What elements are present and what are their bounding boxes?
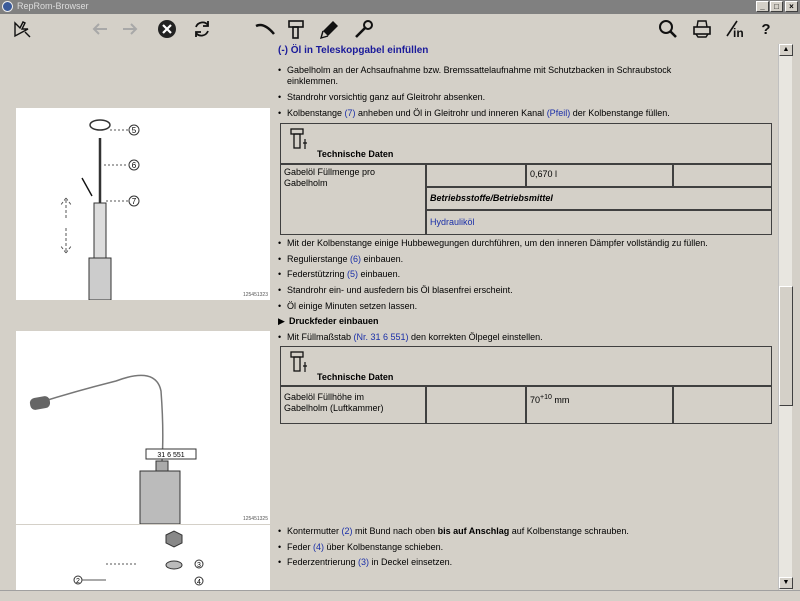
back-arrow-icon[interactable] xyxy=(88,17,112,41)
tool-number-label: 31 6 551 xyxy=(157,452,185,459)
technical-data-table xyxy=(280,346,772,424)
technical-data-table xyxy=(280,123,772,235)
list-item: • Standrohr ein- und ausfedern bis Öl blasenfrei erscheint. xyxy=(278,285,513,296)
list-item: • Mit Füllmaßstab (Nr. 31 6 551) den korrekten Ölpegel einstellen. xyxy=(278,332,543,343)
ref-link-arrow[interactable]: (Pfeil) xyxy=(546,108,571,118)
callout-4: 4 xyxy=(197,579,201,586)
callout-3: 3 xyxy=(197,562,201,569)
info-in-icon[interactable] xyxy=(722,17,746,41)
vertical-scrollbar[interactable] xyxy=(778,44,792,590)
list-item: • Mit der Kolbenstange einige Hubbewegungen durchführen, um den inneren Dämpfer vollständig zu füllen. xyxy=(278,238,708,249)
refresh-icon[interactable] xyxy=(190,17,214,41)
table-cell-value: 0,670 l xyxy=(526,164,673,187)
bmw-logo-icon xyxy=(2,1,13,12)
ref-link-5[interactable]: (5) xyxy=(347,269,359,279)
technical-data-icon xyxy=(289,350,311,376)
ref-link-7[interactable]: (7) xyxy=(344,108,356,118)
list-item: • Standrohr vorsichtig ganz auf Gleitrohr absenken. xyxy=(278,92,485,103)
figure-pane xyxy=(0,44,278,590)
table-cell-value: $70^{+10}$ mm xyxy=(526,386,673,424)
ref-link-2[interactable]: (2) xyxy=(341,526,353,536)
table-cell-empty xyxy=(673,386,772,424)
sub-heading: ▶ Druckfeder einbauen xyxy=(278,316,379,326)
gauge-tool-icon[interactable] xyxy=(284,17,308,41)
list-item-continuation: einklemmen. xyxy=(287,76,339,86)
figure-code: 125451323 xyxy=(242,292,268,298)
list-item: • Öl einige Minuten setzen lassen. xyxy=(278,301,417,312)
callout-2: 2 xyxy=(76,578,80,585)
scroll-up-button[interactable]: ▲ xyxy=(779,44,793,56)
wrench-curved-icon[interactable] xyxy=(253,17,277,41)
technical-data-title: Technische Daten xyxy=(317,149,394,159)
callout-6: 6 xyxy=(131,161,137,170)
window-title: RepRom-Browser xyxy=(17,1,89,11)
technical-data-icon xyxy=(289,127,311,153)
callout-7: 7 xyxy=(131,197,137,206)
title-bar xyxy=(0,0,800,14)
ref-link-4[interactable]: (4) xyxy=(313,542,325,552)
list-item: • Feder (4) über Kolbenstange schieben. xyxy=(278,542,443,553)
figure-spring-parts xyxy=(16,525,270,590)
table-cell-label: Gabelöl Füllmenge pro Gabelholm xyxy=(281,164,426,235)
spanner-icon[interactable] xyxy=(352,17,376,41)
table-cell-empty xyxy=(426,386,526,424)
figure-code: 125451325 xyxy=(242,516,268,522)
table-cell-subheading: Betriebsstoffe/Betriebsmittel xyxy=(426,187,772,210)
scroll-down-button[interactable]: ▼ xyxy=(779,577,793,589)
printer-icon[interactable] xyxy=(690,17,714,41)
tool-ref-link[interactable]: (Nr. 31 6 551) xyxy=(353,332,409,342)
technical-data-title: Technische Daten xyxy=(317,372,394,382)
ref-link-3[interactable]: (3) xyxy=(358,557,370,567)
section-heading: (-) Öl in Teleskopgabel einfüllen xyxy=(278,45,429,56)
close-button[interactable]: × xyxy=(785,1,798,12)
content-pane xyxy=(278,44,778,590)
toolbar xyxy=(0,14,800,44)
pointer-arrow-icon[interactable] xyxy=(10,17,34,41)
callout-5: 5 xyxy=(131,126,137,135)
svg-text:in: in xyxy=(733,26,744,40)
list-item: • Regulierstange (6) einbauen. xyxy=(278,254,403,265)
stop-icon[interactable] xyxy=(155,17,179,41)
table-cell-empty xyxy=(673,164,772,187)
scroll-thumb[interactable] xyxy=(779,286,793,406)
minimize-button[interactable]: _ xyxy=(756,1,769,12)
ref-link-6[interactable]: (6) xyxy=(350,254,362,264)
maximize-button[interactable]: □ xyxy=(770,1,783,12)
forward-arrow-icon[interactable] xyxy=(118,17,142,41)
list-item: • Gabelholm an der Achsaufnahme bzw. Bremssattelaufnahme mit Schutzbacken in Schraubstock xyxy=(278,65,671,76)
triangle-arrow-icon: ▶ xyxy=(278,316,285,326)
search-icon[interactable] xyxy=(656,17,680,41)
list-item: • Federzentrierung (3) in Deckel einsetzen. xyxy=(278,557,452,568)
grease-gun-icon[interactable] xyxy=(318,17,342,41)
table-cell-label: Gabelöl Füllhöhe im Gabelholm (Luftkammer) xyxy=(281,386,426,424)
help-icon[interactable]: ? xyxy=(761,20,771,38)
list-item: • Kolbenstange (7) anheben und Öl in Gleitrohr und inneren Kanal (Pfeil) der Kolbenstange füllen. xyxy=(278,108,670,119)
list-item: • Federstützring (5) einbauen. xyxy=(278,269,400,280)
list-item: • Kontermutter (2) mit Bund nach oben bis auf Anschlag auf Kolbenstange schrauben. xyxy=(278,526,629,537)
status-bar xyxy=(0,590,800,601)
figure-oil-filling xyxy=(16,108,270,300)
hydraulic-oil-link[interactable]: Hydrauliköl xyxy=(426,210,772,235)
figure-oil-level-gauge xyxy=(16,331,270,524)
table-cell-empty xyxy=(426,164,526,187)
